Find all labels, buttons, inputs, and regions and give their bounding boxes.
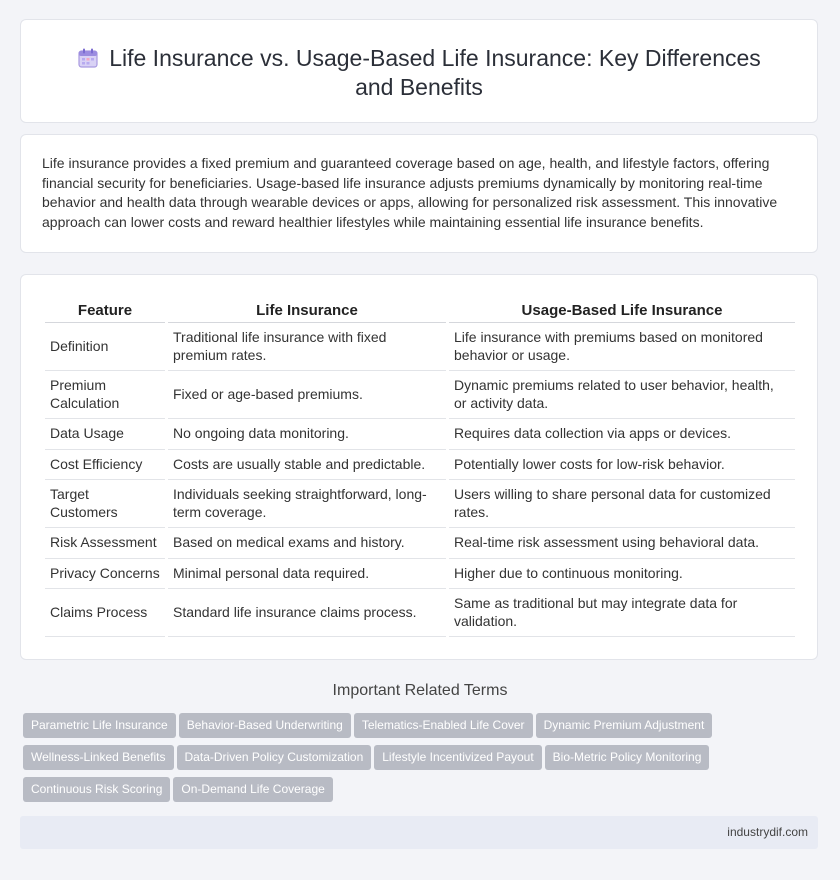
cell-usage: Real-time risk assessment using behavioral data. [449, 528, 795, 559]
cell-life: Based on medical exams and history. [168, 528, 446, 559]
cell-usage: Life insurance with premiums based on monitored behavior or usage. [449, 323, 795, 371]
cell-usage: Higher due to continuous monitoring. [449, 559, 795, 590]
cell-feature: Data Usage [45, 419, 165, 450]
cell-life: No ongoing data monitoring. [168, 419, 446, 450]
cell-feature: Risk Assessment [45, 528, 165, 559]
intro-paragraph: Life insurance provides a fixed premium and guaranteed coverage based on age, health, and lifestyle factors, offering financial security for beneficiaries. Usage-based life insurance adjusts premiums dynamically by monitoring real-time behavior and health data through wearable devices or apps, allowing for personalized risk assessment. This innovative approach can lower costs and reward healthier lifestyles while maintaining essential life insurance benefits. [42, 155, 778, 230]
cell-feature: Target Customers [45, 480, 165, 528]
header-usage-based: Usage-Based Life Insurance [449, 295, 795, 323]
table-header-row [45, 295, 795, 323]
related-term-tag[interactable]: Bio-Metric Policy Monitoring [545, 745, 710, 770]
footer [20, 816, 818, 849]
table-row [45, 419, 795, 450]
related-term-tag[interactable]: Telematics-Enabled Life Cover [354, 713, 533, 738]
page-title: Life Insurance vs. Usage-Based Life Insurance: Key Differences and Benefits [109, 45, 761, 100]
cell-feature: Privacy Concerns [45, 559, 165, 590]
table-row [45, 528, 795, 559]
related-term-tag[interactable]: Wellness-Linked Benefits [23, 745, 174, 770]
header-card [20, 19, 818, 123]
cell-feature: Claims Process [45, 589, 165, 637]
related-term-tag[interactable]: Continuous Risk Scoring [23, 777, 170, 802]
table-row [45, 323, 795, 371]
cell-usage: Dynamic premiums related to user behavior, health, or activity data. [449, 371, 795, 419]
cell-usage: Same as traditional but may integrate data for validation. [449, 589, 795, 637]
cell-feature: Definition [45, 323, 165, 371]
header-feature: Feature [45, 295, 165, 323]
cell-usage: Requires data collection via apps or devices. [449, 419, 795, 450]
cell-life: Traditional life insurance with fixed premium rates. [168, 323, 446, 371]
intro-card [20, 134, 818, 253]
footer-site-link[interactable]: industrydif.com [727, 825, 808, 839]
cell-life: Fixed or age-based premiums. [168, 371, 446, 419]
table-row [45, 480, 795, 528]
related-term-tag[interactable]: On-Demand Life Coverage [173, 777, 332, 802]
related-term-tag[interactable]: Parametric Life Insurance [23, 713, 176, 738]
table-row [45, 589, 795, 637]
related-term-tag[interactable]: Dynamic Premium Adjustment [536, 713, 713, 738]
cell-life: Individuals seeking straightforward, long-term coverage. [168, 480, 446, 528]
related-terms-heading: Important Related Terms [332, 682, 508, 699]
comparison-card [20, 274, 818, 660]
related-term-tag[interactable]: Behavior-Based Underwriting [179, 713, 351, 738]
table-row [45, 371, 795, 419]
related-term-tag[interactable]: Data-Driven Policy Customization [177, 745, 372, 770]
comparison-table [42, 295, 798, 637]
cell-life: Minimal personal data required. [168, 559, 446, 590]
page-title-wrap [59, 44, 779, 102]
cell-life: Costs are usually stable and predictable. [168, 450, 446, 481]
calendar-icon [77, 47, 99, 69]
header-life-insurance: Life Insurance [168, 295, 446, 323]
cell-feature: Premium Calculation [45, 371, 165, 419]
table-row [45, 559, 795, 590]
cell-usage: Users willing to share personal data for customized rates. [449, 480, 795, 528]
cell-feature: Cost Efficiency [45, 450, 165, 481]
cell-life: Standard life insurance claims process. [168, 589, 446, 637]
cell-usage: Potentially lower costs for low-risk behavior. [449, 450, 795, 481]
table-row [45, 450, 795, 481]
related-term-tag[interactable]: Lifestyle Incentivized Payout [374, 745, 541, 770]
related-terms-list [23, 713, 743, 809]
